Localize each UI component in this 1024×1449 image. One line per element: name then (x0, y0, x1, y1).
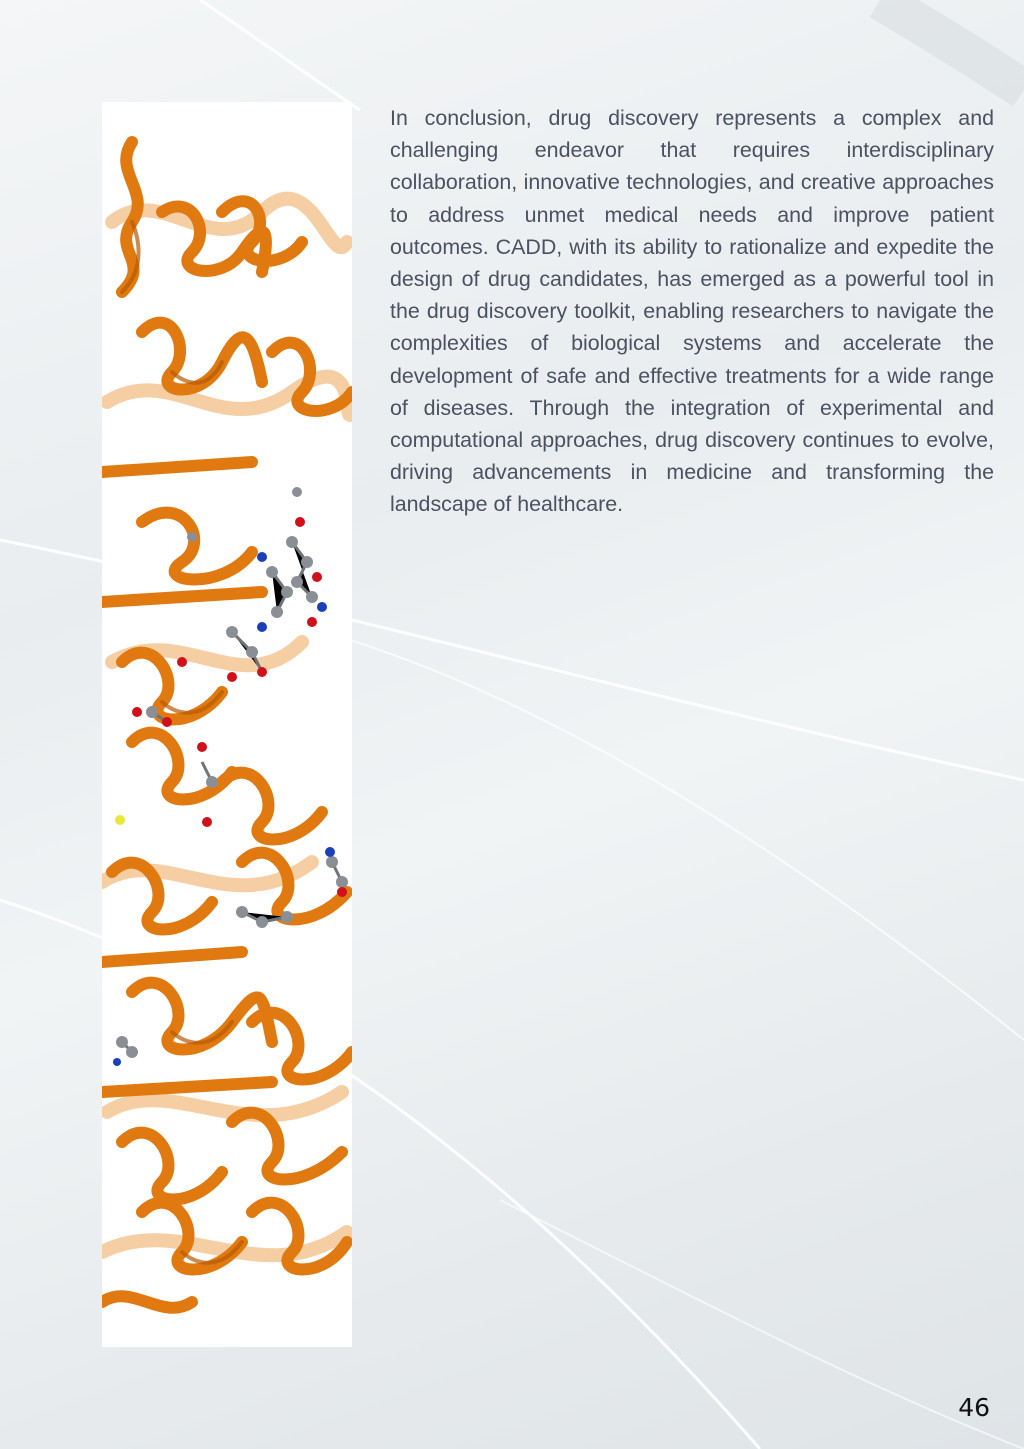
body-paragraph: In conclusion, drug discovery represents a complex and challenging endeavor that requires interdisciplinary collaboration, innovative technologies, and creative approaches to address unmet medical needs and improve patient outcomes. CADD, with its ability to rationalize and expedite the design of drug candidates, has emerged as a powerful tool in the drug discovery toolkit, enabling researchers to navigate the complexities of biological systems and accelerate the development of safe and effective treatments for a wide range of diseases. Through the integration of experimental and computational approaches, drug discovery continues to evolve, driving advancements in medicine and transforming the landscape of healthcare. (390, 106, 994, 517)
protein-ribbon-structure-icon (102, 102, 352, 1347)
page-number: 46 (958, 1393, 990, 1422)
protein-structure-figure (102, 102, 352, 1347)
